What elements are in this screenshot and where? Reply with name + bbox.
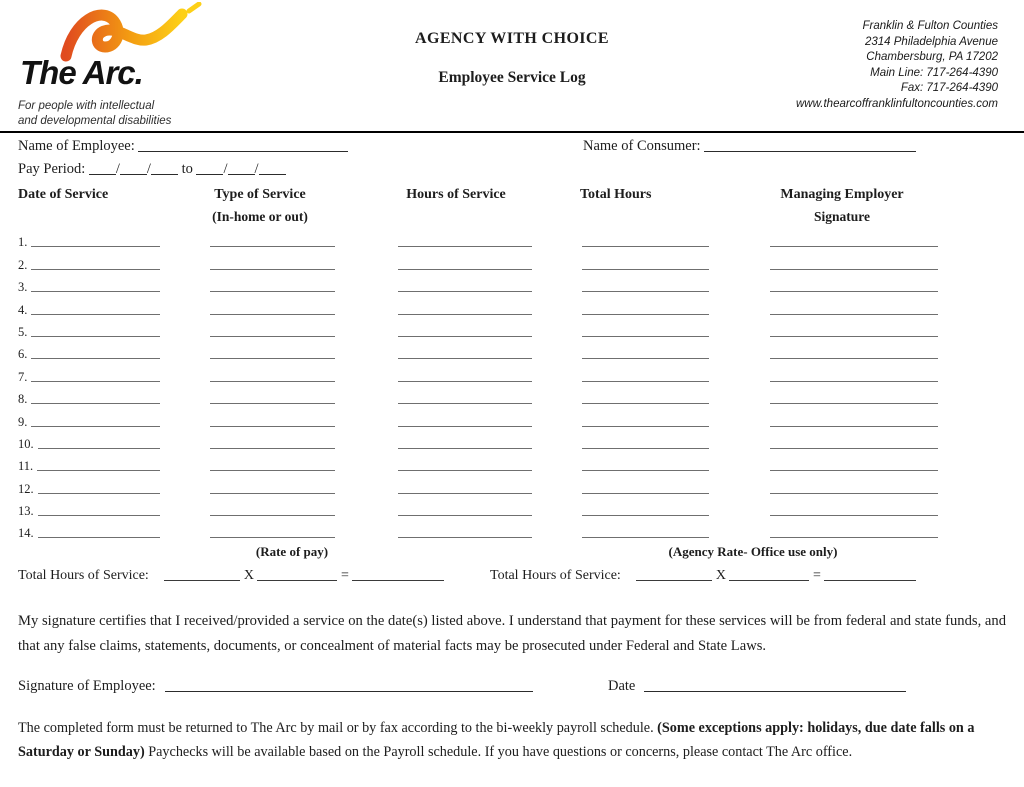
total-hours-employee-calc xyxy=(18,567,444,584)
form-subtitle: Employee Service Log xyxy=(438,69,586,86)
total-hours-blank xyxy=(582,426,709,427)
signature-blank xyxy=(770,269,938,270)
return-instructions xyxy=(18,716,1008,765)
row-number: 13. xyxy=(18,504,34,519)
type-of-service-blank xyxy=(210,515,335,516)
row-number: 9. xyxy=(18,414,28,429)
return-instructions-exceptions: (Some exceptions apply: holidays, due date falls on a Saturday or Sunday) xyxy=(18,720,975,761)
column-header-type-of-service: Type of Service (In-home or out) xyxy=(198,187,322,225)
service-row xyxy=(0,498,1024,520)
row-number: 7. xyxy=(18,369,28,384)
signature-blank xyxy=(770,403,938,404)
date-of-service-cell xyxy=(18,302,160,317)
hours-of-service-blank xyxy=(398,470,532,471)
contact-street: 2314 Philadelphia Avenue xyxy=(864,35,998,48)
signature-blank xyxy=(770,246,938,247)
pay-period-label: Pay Period: xyxy=(18,161,86,177)
date-of-service-cell xyxy=(18,414,160,429)
pay-period-start-month-blank xyxy=(89,161,116,175)
total-hours-cell xyxy=(582,381,709,383)
date-of-service-blank xyxy=(38,537,160,538)
total-hours-cell xyxy=(582,448,709,450)
type-of-service-blank xyxy=(210,537,335,538)
type-of-service-cell xyxy=(210,403,335,405)
hours-of-service-cell xyxy=(398,515,532,517)
hours-of-service-blank xyxy=(398,515,532,516)
signature-cell xyxy=(770,336,938,338)
date-of-service-blank xyxy=(31,336,160,337)
total-hours-blank xyxy=(582,269,709,270)
column-header-hours-of-service: Hours of Service xyxy=(406,187,506,202)
service-rows xyxy=(0,229,1024,542)
return-instructions-part2: Paychecks will be available based on the Payroll schedule. If you have questions or concerns, please contact The Arc office. xyxy=(144,744,853,761)
total-hours-cell xyxy=(582,515,709,517)
signature-blank xyxy=(770,470,938,471)
date-of-service-cell xyxy=(18,324,160,339)
total-hours-cell xyxy=(582,493,709,495)
signature-blank xyxy=(770,537,938,538)
type-of-service-cell xyxy=(210,246,335,248)
pay-period-start-day-blank xyxy=(120,161,147,175)
type-of-service-cell xyxy=(210,426,335,428)
total-hours-cell xyxy=(582,246,709,248)
signature-cell xyxy=(770,291,938,293)
signature-cell xyxy=(770,246,938,248)
total-hours-blank xyxy=(636,567,712,581)
service-row xyxy=(0,475,1024,497)
date-of-service-blank xyxy=(31,381,160,382)
signature-blank xyxy=(770,515,938,516)
total-hours-label: Total Hours of Service: xyxy=(18,568,149,583)
agency-rate-note: (Agency Rate- Office use only) xyxy=(668,544,838,559)
hours-of-service-blank xyxy=(398,381,532,382)
type-of-service-blank xyxy=(210,336,335,337)
arc-logo-wordmark: The Arc. xyxy=(20,54,143,91)
type-of-service-cell xyxy=(210,358,335,360)
arc-swoosh-logo-icon xyxy=(58,2,208,62)
service-row xyxy=(0,386,1024,408)
row-number: 1. xyxy=(18,235,28,250)
row-number: 11. xyxy=(18,459,34,474)
hours-of-service-cell xyxy=(398,537,532,539)
date-of-service-blank xyxy=(38,448,160,449)
hours-of-service-cell xyxy=(398,358,532,360)
type-of-service-blank xyxy=(210,246,335,247)
signature-blank xyxy=(770,314,938,315)
hours-of-service-blank xyxy=(398,246,532,247)
signature-cell xyxy=(770,470,938,472)
date-of-service-blank xyxy=(38,493,160,494)
type-of-service-cell xyxy=(210,537,335,539)
column-header-total-hours: Total Hours xyxy=(580,187,652,202)
contact-city: Chambersburg, PA 17202 xyxy=(866,51,998,64)
header-divider xyxy=(0,131,1024,133)
pay-period-field xyxy=(18,161,286,178)
type-of-service-cell xyxy=(210,493,335,495)
hours-of-service-blank xyxy=(398,336,532,337)
total-hours-blank xyxy=(582,314,709,315)
date-of-service-cell xyxy=(18,481,160,496)
hours-of-service-cell xyxy=(398,426,532,428)
total-hours-cell xyxy=(582,314,709,316)
form-title: AGENCY WITH CHOICE xyxy=(415,30,609,47)
date-of-service-blank xyxy=(31,246,160,247)
type-of-service-blank xyxy=(210,426,335,427)
form-titles xyxy=(300,30,724,87)
date-of-service-cell xyxy=(18,237,160,248)
date-of-service-cell xyxy=(18,257,160,272)
consumer-name-blank xyxy=(704,138,916,152)
employee-name-blank xyxy=(138,138,348,152)
contact-mainline: Main Line: 717-264-4390 xyxy=(870,66,998,79)
total-pay-blank xyxy=(352,567,444,581)
rate-blank xyxy=(257,567,337,581)
multiply-sign: X xyxy=(243,568,254,583)
signature-cell xyxy=(770,426,938,428)
date-of-service-blank xyxy=(38,515,160,516)
hours-of-service-cell xyxy=(398,336,532,338)
hours-of-service-cell xyxy=(398,314,532,316)
total-hours-cell xyxy=(582,336,709,338)
signature-cell xyxy=(770,381,938,383)
type-of-service-blank xyxy=(210,448,335,449)
type-of-service-cell xyxy=(210,269,335,271)
date-of-service-blank xyxy=(31,403,160,404)
consumer-name-label: Name of Consumer: xyxy=(583,138,701,154)
pay-period-start-year-blank xyxy=(151,161,178,175)
row-number: 3. xyxy=(18,280,28,295)
pay-period-to-label: to xyxy=(181,161,193,177)
total-hours-blank xyxy=(582,470,709,471)
pay-period-end-day-blank xyxy=(228,161,255,175)
contact-website: www.thearcoffranklinfultoncounties.com xyxy=(796,97,998,110)
type-of-service-blank xyxy=(210,314,335,315)
total-hours-blank xyxy=(582,381,709,382)
date-of-service-blank xyxy=(37,470,160,471)
row-number: 5. xyxy=(18,324,28,339)
hours-of-service-cell xyxy=(398,246,532,248)
total-hours-blank xyxy=(582,246,709,247)
date-separator: / xyxy=(223,161,228,177)
type-of-service-blank xyxy=(210,269,335,270)
date-of-service-cell xyxy=(18,506,160,517)
row-number: 12. xyxy=(18,481,34,496)
signature-cell xyxy=(770,314,938,316)
date-field xyxy=(608,678,906,695)
date-of-service-cell xyxy=(18,461,160,472)
hours-of-service-blank xyxy=(398,426,532,427)
agency-contact-block xyxy=(796,19,998,113)
date-label: Date xyxy=(608,678,636,694)
date-of-service-blank xyxy=(31,426,160,427)
hours-of-service-cell xyxy=(398,403,532,405)
service-row xyxy=(0,408,1024,430)
consumer-name-field xyxy=(583,138,916,155)
total-hours-blank xyxy=(582,291,709,292)
date-of-service-blank xyxy=(31,314,160,315)
employee-name-label: Name of Employee: xyxy=(18,138,135,154)
total-hours-cell xyxy=(582,403,709,405)
date-of-service-cell xyxy=(18,528,160,539)
row-number: 14. xyxy=(18,526,34,541)
service-row xyxy=(0,296,1024,318)
type-of-service-cell xyxy=(210,291,335,293)
row-number: 4. xyxy=(18,302,28,317)
hours-of-service-cell xyxy=(398,448,532,450)
hours-of-service-cell xyxy=(398,269,532,271)
contact-fax: Fax: 717-264-4390 xyxy=(900,82,998,95)
signature-blank xyxy=(770,291,938,292)
type-of-service-cell xyxy=(210,515,335,517)
hours-of-service-blank xyxy=(398,493,532,494)
signature-blank xyxy=(770,336,938,337)
date-separator: / xyxy=(115,161,120,177)
type-of-service-cell xyxy=(210,448,335,450)
rate-of-pay-note: (Rate of pay) xyxy=(255,544,329,559)
column-subheader-signature: Signature xyxy=(813,209,870,224)
date-of-service-cell xyxy=(18,394,160,405)
service-row xyxy=(0,229,1024,251)
hours-of-service-cell xyxy=(398,470,532,472)
signature-blank xyxy=(770,381,938,382)
signature-cell xyxy=(770,448,938,450)
hours-of-service-blank xyxy=(398,314,532,315)
equals-sign: = xyxy=(812,568,821,583)
date-blank xyxy=(644,678,906,692)
date-of-service-cell xyxy=(18,282,160,293)
signature-cell xyxy=(770,403,938,405)
signature-cell xyxy=(770,269,938,271)
signature-blank xyxy=(770,358,938,359)
total-hours-blank xyxy=(582,358,709,359)
total-hours-blank xyxy=(582,515,709,516)
total-hours-blank xyxy=(582,403,709,404)
total-hours-cell xyxy=(582,537,709,539)
date-of-service-blank xyxy=(31,358,160,359)
type-of-service-blank xyxy=(210,291,335,292)
type-of-service-blank xyxy=(210,403,335,404)
service-row xyxy=(0,363,1024,385)
column-header-date-of-service: Date of Service xyxy=(18,187,109,202)
row-number: 10. xyxy=(18,436,34,451)
date-of-service-cell xyxy=(18,436,160,451)
hours-of-service-cell xyxy=(398,291,532,293)
type-of-service-blank xyxy=(210,381,335,382)
hours-of-service-cell xyxy=(398,493,532,495)
total-hours-cell xyxy=(582,470,709,472)
total-hours-blank xyxy=(582,448,709,449)
type-of-service-cell xyxy=(210,314,335,316)
total-hours-cell xyxy=(582,358,709,360)
signature-cell xyxy=(770,493,938,495)
service-row xyxy=(0,431,1024,453)
column-header-managing-employer-signature: Managing Employer Signature xyxy=(766,187,918,225)
row-number: 8. xyxy=(18,392,28,407)
signature-blank xyxy=(770,448,938,449)
employee-signature-field xyxy=(18,678,533,695)
service-row xyxy=(0,341,1024,363)
date-of-service-cell xyxy=(18,349,160,360)
type-of-service-cell xyxy=(210,336,335,338)
type-of-service-blank xyxy=(210,358,335,359)
column-subheader-in-home-or-out: (In-home or out) xyxy=(212,209,308,224)
agency-rate-blank xyxy=(729,567,809,581)
total-hours-blank xyxy=(582,336,709,337)
date-separator: / xyxy=(146,161,151,177)
date-of-service-blank xyxy=(31,291,160,292)
hours-of-service-blank xyxy=(398,269,532,270)
signature-cell xyxy=(770,358,938,360)
type-of-service-cell xyxy=(210,470,335,472)
total-hours-blank xyxy=(582,493,709,494)
signature-cell xyxy=(770,537,938,539)
total-hours-cell xyxy=(582,426,709,428)
hours-of-service-cell xyxy=(398,381,532,383)
employee-signature-blank xyxy=(165,678,533,692)
return-instructions-part1: The completed form must be returned to The Arc by mail or by fax according to the bi-weekly payroll schedule. xyxy=(18,720,658,736)
hours-of-service-blank xyxy=(398,403,532,404)
service-row xyxy=(0,274,1024,296)
multiply-sign: X xyxy=(715,568,726,583)
service-row xyxy=(0,251,1024,273)
total-hours-label: Total Hours of Service: xyxy=(490,568,621,583)
signature-cell xyxy=(770,515,938,517)
hours-of-service-blank xyxy=(398,291,532,292)
agency-total-blank xyxy=(824,567,916,581)
hours-of-service-blank xyxy=(398,537,532,538)
type-of-service-blank xyxy=(210,470,335,471)
certification-statement: My signature certifies that I received/provided a service on the date(s) listed above. I understand that payment for these services will be from federal and state funds, and that any false claims, statements, documents, or concealment of material facts may be prosecuted under Federal and State Laws. xyxy=(18,613,1006,654)
hours-of-service-blank xyxy=(398,358,532,359)
employee-signature-label: Signature of Employee: xyxy=(18,678,156,694)
signature-blank xyxy=(770,493,938,494)
pay-period-end-year-blank xyxy=(259,161,286,175)
type-of-service-blank xyxy=(210,493,335,494)
equals-sign: = xyxy=(340,568,349,583)
service-row xyxy=(0,319,1024,341)
row-number: 6. xyxy=(18,347,28,362)
employee-name-field xyxy=(18,138,348,155)
total-hours-cell xyxy=(582,291,709,293)
row-number: 2. xyxy=(18,257,28,272)
date-of-service-blank xyxy=(31,269,160,270)
date-separator: / xyxy=(254,161,259,177)
date-of-service-cell xyxy=(18,369,160,384)
hours-of-service-blank xyxy=(398,448,532,449)
total-hours-blank xyxy=(164,567,240,581)
service-row xyxy=(0,520,1024,542)
pay-period-end-month-blank xyxy=(196,161,223,175)
type-of-service-cell xyxy=(210,381,335,383)
signature-blank xyxy=(770,426,938,427)
total-hours-blank xyxy=(582,537,709,538)
total-hours-cell xyxy=(582,269,709,271)
contact-counties: Franklin & Fulton Counties xyxy=(862,20,998,32)
total-hours-agency-calc xyxy=(490,567,916,584)
brand-tagline: For people with intellectual and developmental disabilities xyxy=(18,100,172,127)
service-row xyxy=(0,453,1024,475)
